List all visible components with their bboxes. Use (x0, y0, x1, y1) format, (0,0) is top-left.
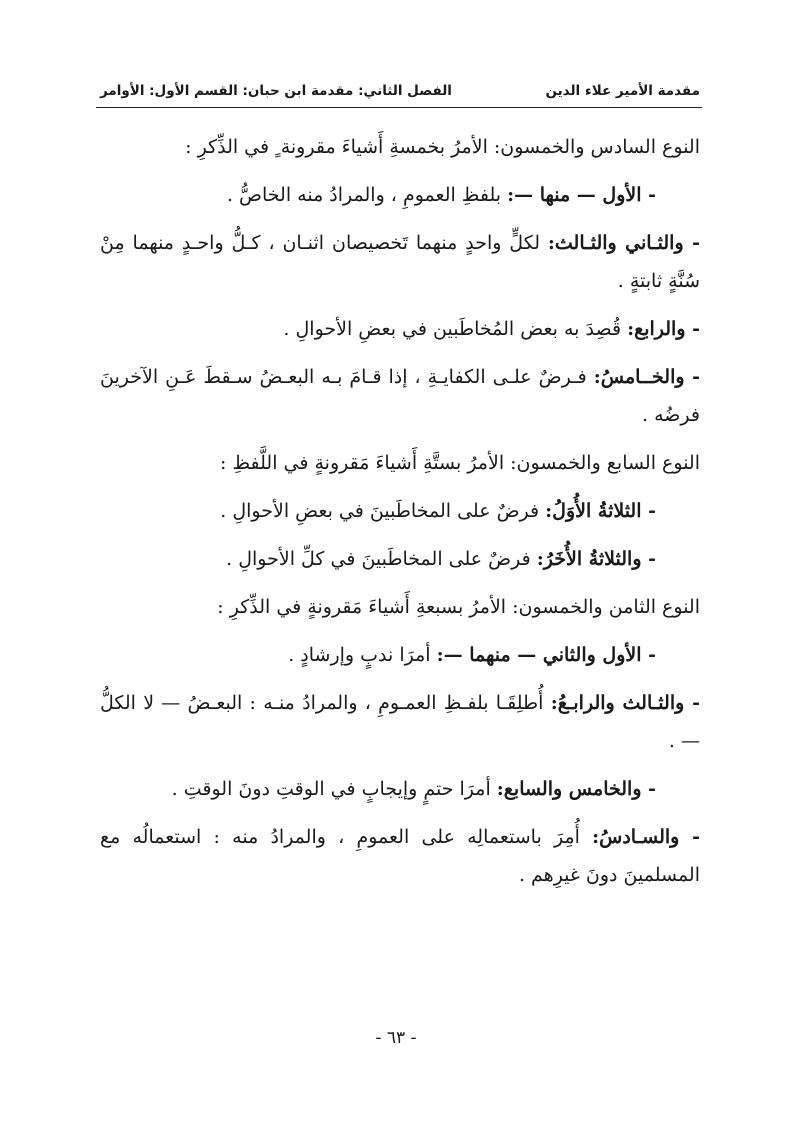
paragraph-text: النوع السادس والخمسون: الأمرُ بخمسةِ أَشياءَ مقرونة ٍ في الذِّكرِ : (185, 136, 700, 158)
paragraph-lead: - والسـادسُ: (592, 826, 700, 848)
paragraph-text: فـرضٌ علـى الكفايـةِ ، إذا قـامَ بـه البعـضُ سـقطَ عَـنِ الآخرينَ فرضُه . (100, 366, 700, 426)
paragraph-item (100, 684, 700, 760)
paragraph-item (100, 176, 700, 214)
paragraph-text: قُصِدَ به بعض المُخاطَبين في بعضِ الأحوالِ . (283, 318, 628, 340)
paragraph-lead: - والثـاني والثـالث: (547, 232, 700, 254)
paragraph-item (100, 358, 700, 434)
paragraph-item (100, 818, 700, 894)
paragraph-lead: - والثـالث والرابـعُ: (550, 692, 700, 714)
paragraph-item (100, 540, 700, 578)
paragraph-lead: - والرابع: (627, 318, 700, 340)
paragraph-item (100, 310, 700, 348)
paragraph-item (100, 770, 700, 808)
paragraph-text: أُمِرَ باستعمالِه على العمومِ ، والمرادُ منه : استعمالُه مع المسلمينَ دونَ غيرِهم . (100, 826, 700, 886)
paragraph-text: النوع السابع والخمسون: الأمرُ بستَّةِ أَشياءَ مَقرونةٍ في اللَّفظِ : (220, 452, 700, 474)
paragraph-lead: - الثلاثةُ الأُوَلُ: (545, 500, 656, 522)
paragraph-heading (100, 588, 700, 626)
paragraph-lead: - الأول — منها —: (507, 184, 656, 206)
header-divider (96, 107, 702, 108)
paragraph-text: فرضٌ على المخاطَبينَ في بعضِ الأحوالِ . (220, 500, 546, 522)
running-header (100, 78, 700, 104)
paragraph-heading (100, 444, 700, 482)
paragraph-text: النوع الثامن والخمسون: الأمرُ بسبعةِ أَشياءَ مَقرونةٍ في الذِّكرِ : (217, 596, 700, 618)
paragraph-heading (100, 128, 700, 166)
paragraph-lead: - والثلاثةُ الأُخَرُ: (536, 548, 656, 570)
main-text (100, 128, 700, 904)
paragraph-text: أمرَا ندبٍ وإرشادٍ . (288, 644, 437, 666)
paragraph-item (100, 636, 700, 674)
paragraph-item (100, 224, 700, 300)
paragraph-lead: - الأول والثاني — منهما —: (436, 644, 656, 666)
paragraph-text: أمرَا حتمٍ وإيجابٍ في الوقتِ دونَ الوقتِ . (171, 778, 497, 800)
paragraph-text: بلفظِ العمومِ ، والمرادُ منه الخاصُّ . (226, 184, 508, 206)
paragraph-item (100, 492, 700, 530)
page-number: - ٦٣ - (375, 1028, 417, 1048)
paragraph-text: أُطلِقَـا بلفـظِ العمـومِ ، والمرادُ منـه : البعـضُ — لا الكلُّ — . (100, 692, 700, 752)
header-book-title: مقدمة الأمير علاء الدين (545, 83, 700, 99)
paragraph-lead: - والخــامسُ: (593, 366, 700, 388)
paragraph-lead: - والخامس والسابع: (496, 778, 656, 800)
paragraph-text: لكلٍّ واحدٍ منهما تَخصيصان اثنـان ، كـلُّ واحـدٍ منهما مِنْ سُنَّةٍ ثابتةٍ . (100, 232, 700, 292)
header-chapter-title: الفصل الثاني: مقدمة ابن حبان: القسم الأول: الأوامر (100, 83, 452, 99)
paragraph-text: فرضٌ على المخاطَبينَ في كلِّ الأحوالِ . (226, 548, 537, 570)
